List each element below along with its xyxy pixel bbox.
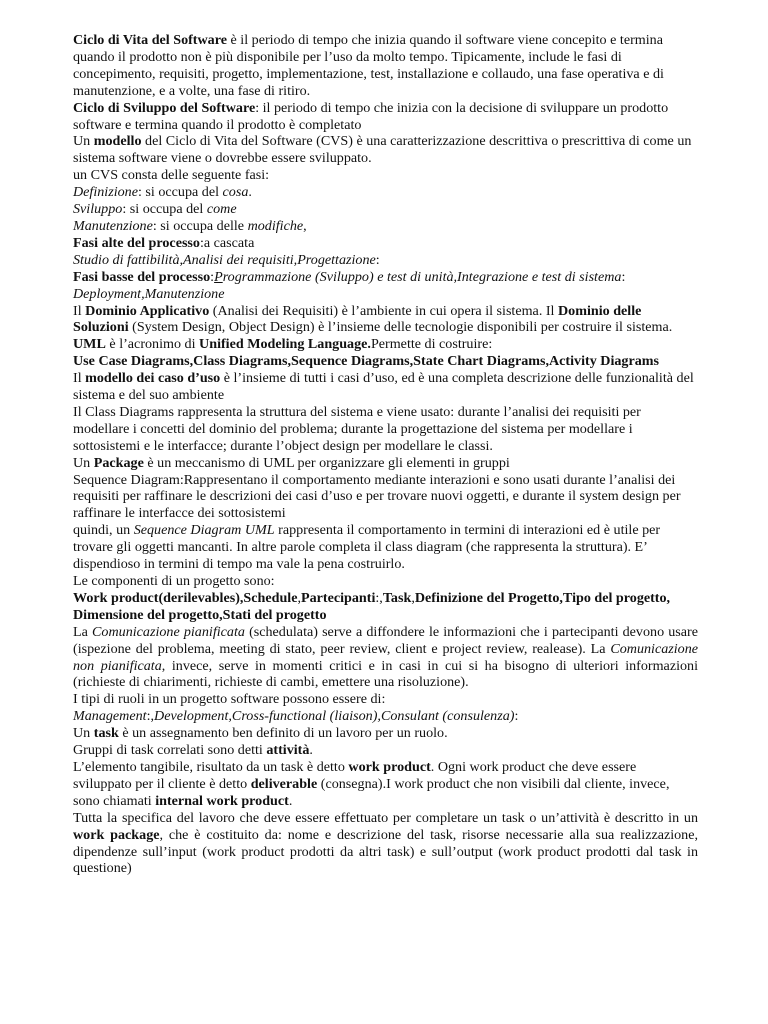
text-run: Studio di fattibilità,Analisi dei requisiti,Progettazione <box>73 251 376 268</box>
text-run: . <box>288 792 293 809</box>
paragraph <box>73 269 698 303</box>
text-run: Comunicazione pianificata <box>92 623 245 640</box>
text-run: Task <box>382 589 412 606</box>
paragraph <box>73 184 698 201</box>
text-run: Work product(derilevables),Schedule <box>73 589 298 606</box>
paragraph <box>73 32 698 100</box>
text-run: Definizione del Progetto,Tipo del progetto, Dimensione del progetto,Stati del progetto <box>73 589 671 623</box>
text-run: work package <box>73 826 160 843</box>
text-run: . Ogni work product che deve essere sviluppato per il cliente è detto <box>73 758 637 792</box>
text-run: Un <box>73 133 94 150</box>
text-run: cosa <box>222 184 249 201</box>
paragraph <box>73 742 698 759</box>
text-run: Comunicazione non pianificata <box>73 640 698 674</box>
text-run: : <box>210 268 215 285</box>
paragraph <box>73 353 698 370</box>
text-run: Manutenzione <box>73 217 153 234</box>
text-run: Un <box>73 725 94 742</box>
text-run: Dominio delle Soluzioni <box>73 302 642 336</box>
text-run: del Ciclo di Vita del Software (CVS) è una caratterizzazione descrittiva o prescrittiva di come un sistema software viene o dovrebbe essere sviluppato. <box>73 133 692 167</box>
text-run: Sequence Diagram UML <box>133 522 275 539</box>
text-run: . <box>309 742 313 759</box>
paragraph <box>73 303 698 337</box>
text-run: (System Design, Object Design) è l’insieme delle tecnologie disponibili per costruire il sistema. <box>128 319 673 336</box>
paragraph <box>73 167 698 184</box>
paragraph <box>73 133 698 167</box>
text-run: è un meccanismo di UML per organizzare gli elementi in gruppi <box>143 454 510 471</box>
paragraph <box>73 100 698 134</box>
text-run: task <box>93 725 119 742</box>
text-run: :a cascata <box>199 234 255 251</box>
text-run: : <box>514 708 519 725</box>
text-run: Fasi basse del processo <box>73 268 211 285</box>
paragraph <box>73 455 698 472</box>
paragraph <box>73 573 698 590</box>
text-run: Unified Modeling Language. <box>199 336 371 353</box>
text-run: Deployment,Manutenzione <box>73 285 225 302</box>
text-run: è l’insieme di tutti i casi d’uso, ed è una completa descrizione delle funzionalità del sistema e del suo ambiente <box>73 370 694 404</box>
text-run: Un <box>73 454 94 471</box>
text-run: Definizione <box>73 184 138 201</box>
text-run: come <box>206 201 237 218</box>
text-run: Le componenti di un progetto sono: <box>73 573 275 589</box>
document-body <box>73 32 698 877</box>
text-run: , <box>411 589 415 606</box>
text-run: Package <box>93 454 144 471</box>
text-run: rogrammazione (Sviluppo) e test di unità,Integrazione e test di sistema <box>222 268 622 285</box>
text-run: Tutta la specifica del lavoro che deve essere effettuato per completare un task o un’attività è descritto in un <box>73 809 698 826</box>
text-run: La <box>73 623 93 640</box>
text-run: rappresenta il comportamento in termini di interazioni ed è utile per trovare gli oggetti mancanti. In altre parole completa il class diagram (che rappresenta la struttura). E’ dispendioso in termini di tempo ma vale la pena costruirlo. <box>73 522 661 573</box>
text-run: Fasi alte del processo <box>73 234 200 251</box>
text-run: , che è costituito da: nome e descrizione del task, risorse necessarie alla sua realizzazione, dipendenze sull’input (work product prodotti da altri task) e sull’output (work product prodotti dal task in questione) <box>73 826 698 877</box>
text-run: , invece, serve in momenti critici e in casi in cui si ha bisogno di ulteriori informazioni (richieste di chiarimenti, richieste di cambi, emettere una risoluzione). <box>73 657 698 691</box>
text-run: work product <box>348 758 431 775</box>
text-run: deliverable <box>250 775 318 792</box>
text-run: modifiche <box>247 217 304 234</box>
paragraph <box>73 708 698 725</box>
paragraph <box>73 235 698 252</box>
paragraph <box>73 370 698 404</box>
paragraph <box>73 590 698 624</box>
text-run: Gruppi di task correlati sono detti <box>73 742 267 759</box>
paragraph <box>73 336 698 353</box>
text-run: è un assegnamento ben definito di un lavoro per un ruolo. <box>118 725 448 742</box>
text-run: :, <box>375 589 383 606</box>
text-run: Il Class Diagrams rappresenta la struttura del sistema e viene usato: durante l’analisi dei requisiti per modellare i concetti del dominio del problema; durante la progettazione del sistema per modellare i sottosistemi e le interfacce; durante l’object design per modellare le classi. <box>73 403 641 454</box>
paragraph <box>73 404 698 455</box>
text-run: (schedulata) serve a diffondere le informazioni che i partecipanti devono usare (ispezione del problema, meeting di stato, peer review, client e project review, realease). La <box>73 623 698 657</box>
paragraph <box>73 252 698 269</box>
text-run: quindi, un <box>73 522 134 539</box>
text-run: attività <box>266 742 310 759</box>
text-run: è il periodo di tempo che inizia quando il software viene concepito e termina quando il prodotto non è più disponibile per l’uso da molto tempo. Tipicamente, include le fasi di concepimento, requisiti, progetto, implementazione, test, installazione e collaudo, una fase operativa e di manutenzione, e a volte, una fase di ritiro. <box>73 32 664 99</box>
paragraph <box>73 218 698 235</box>
text-run: :, <box>146 708 155 725</box>
paragraph <box>73 691 698 708</box>
text-run: : si occupa delle <box>152 217 248 234</box>
text-run: : il periodo di tempo che inizia con la decisione di sviluppare un prodotto software e termina quando il prodotto è completato <box>73 99 669 133</box>
text-run: : si occupa del <box>122 201 207 218</box>
paragraph <box>73 522 698 573</box>
text-run: , <box>297 589 301 606</box>
text-run: (consegna).I work product che non visibili dal cliente, invece, sono chiamati <box>73 775 670 809</box>
text-run: : <box>375 251 380 268</box>
text-run: modello <box>93 133 142 150</box>
paragraph <box>73 810 698 878</box>
text-run: Il <box>73 370 86 387</box>
text-run: internal work product <box>155 792 289 809</box>
paragraph <box>73 472 698 523</box>
text-run: Management <box>73 708 147 725</box>
text-run: Partecipanti <box>301 589 376 606</box>
paragraph <box>73 201 698 218</box>
text-run: Sviluppo <box>73 201 123 218</box>
paragraph <box>73 759 698 810</box>
text-run: : si occupa del <box>137 184 223 201</box>
text-run: UML <box>73 336 106 353</box>
text-run: Sequence Diagram:Rappresentano il comportamento mediante interazioni e sono usati durante l’analisi dei requisiti per raffinare le descrizioni dei casi d’uso e per trovare nuovi oggetti, e durante il system design per raffinare le interfacce dei sottosistemi <box>73 471 681 522</box>
text-run: un CVS consta delle seguente fasi: <box>73 167 270 184</box>
paragraph <box>73 624 698 692</box>
text-run: . <box>248 184 252 201</box>
text-run: modello dei caso d’uso <box>85 370 221 387</box>
text-run: Permette di costruire: <box>370 336 493 353</box>
text-run: : <box>621 268 626 285</box>
text-run: , <box>303 217 307 234</box>
text-run: Il <box>73 302 86 319</box>
text-run: Development,Cross-functional (liaison),Consulant (consulenza) <box>154 708 515 725</box>
text-run: L’elemento tangibile, risultato da un task è detto <box>73 758 349 775</box>
text-run: P <box>214 268 223 285</box>
text-run: Ciclo di Sviluppo del Software <box>73 99 256 116</box>
text-run: è l’acronimo di <box>105 336 200 353</box>
text-run: Use Case Diagrams,Class Diagrams,Sequence Diagrams,State Chart Diagrams,Activity Diagrams <box>73 353 659 370</box>
text-run: I tipi di ruoli in un progetto software possono essere di: <box>73 691 386 708</box>
text-run: Ciclo di Vita del Software <box>73 32 227 48</box>
paragraph <box>73 725 698 742</box>
text-run: Dominio Applicativo <box>85 302 210 319</box>
text-run: (Analisi dei Requisiti) è l’ambiente in cui opera il sistema. Il <box>209 302 558 319</box>
